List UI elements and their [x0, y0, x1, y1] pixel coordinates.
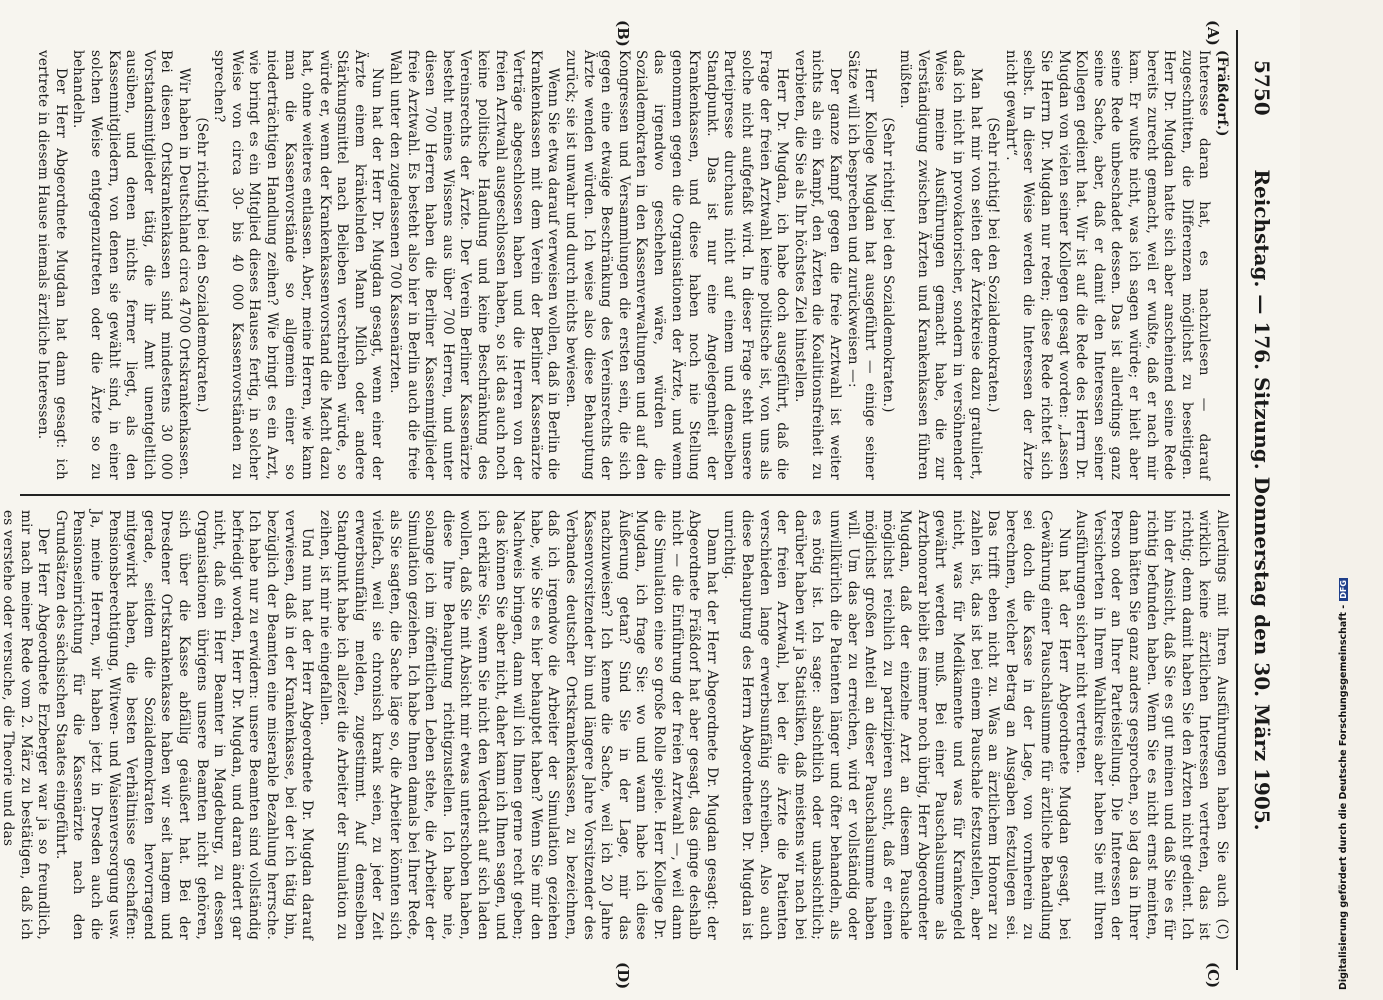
margin-mark-b: (B) [614, 20, 632, 47]
page-number: 5750 [1250, 60, 1274, 116]
paragraph: Und nun hat der Herr Abgeordnete Dr. Mugdan darauf verwiesen, daß in der Krankenkasse, bei der ich tätig bin, bezüglich der Beamten eine miserable Bezahlung herrsche. Ich habe nur zu erwidern: unsere Beamten sind vollständig befriedigt worden, Herr Dr. Mugdan, und daran ändert gar nicht, daß ein Herr Beamter in Magdeburg, zu dessen Organisationen übrigens unsere Beamten nicht gehören, sich über die Kasse abfällig geäußert hat. Bei der Dresdener Ortskrankenkasse haben wir seit langem und gerade, seitdem die Sozialdemokraten hervorragend mitgewirkt haben, die besten Verhältnisse geschaffen: Pensionsberechtigung, Witwen- und Waisenversorgung usw. Ja, meine Herren, wir haben jetzt in Dresden auch die Pensionseinrichtung für die Kassenärzte nach den Grundsätzen des sächsischen Staates eingeführt. [52, 510, 316, 940]
speaker-name: (Fräßdorf.) [1214, 50, 1230, 137]
left-text-column [34, 50, 1230, 480]
dfg-logo: DFG [1339, 580, 1348, 599]
paragraph: Nun hat der Herr Dr. Mugdan gesagt, wenn einer der Ärzte einem kränkelnden Mann Milch oder andere Stärkungsmittel nach Belieben verschreiben würde, so würde er, wenn der Krankenkassenvorstand die Macht dazu hat, ohne weiteres entlassen. Aber, meine Herren, wie kann man die Kassenvorstände so allgemein einer so niederträchtigen Handlung zeihen? Wie bringt es ein Arzt, wie bringt es ein Mitglied dieses Hauses fertig, in solcher Weise von circa 30- bis 40 000 Kassenvorständen zu sprechen? [211, 50, 386, 480]
header-rule [1236, 30, 1238, 970]
credit-text: Digitalisierung gefördert durch die Deutsche Forschungsgemeinschaft - [1338, 604, 1349, 990]
paragraph: Der Herr Abgeordnete Mugdan hat dann gesagt: ich vertrete in diesem Hause niemals ärztliche Interessen. [35, 50, 69, 480]
interjection: (Sehr richtig! bei den Sozialdemokraten.) [879, 117, 896, 413]
paragraph: Allerdings mit Ihren Ausführungen haben Sie auch (C) wirklich keine ärztlichen Interessen vertreten, das ist richtig; denn damit haben Sie den Ärzten nicht gedient. Ich bin der Ansicht, daß Sie es gut meinen und daß Sie es für richtig befunden haben. Wenn Sie es nicht ernst meinten, dann hätten Sie ganz anders gesprochen, so lag das in Ihrer Person oder an Ihrer Parteistellung. Die Interessen der Versicherten in Ihrem Wahlkreis aber haben Sie mit Ihren Ausführungen sicher nicht vertreten. [1073, 510, 1230, 940]
margin-mark-a: (A) [1204, 20, 1222, 46]
paragraph: Interesse daran hat, es nachzulesen — darauf zugeschnitten, die Differenzen möglichst zu beseitigen. Herr Dr. Mugdan hatte sich aber anscheinend seine Rede bereits zurecht gemacht, weil er wußte, daß er nach mir kam. Er wußte nicht, was ich sagen würde; er hielt aber seine Rede unbeschadet dessen. Das ist allerdings ganz seine Sache, aber, daß er damit den Interessen seiner Kollegen gedient hat. Wir ist auf die Rede des Herrn Dr. Mugdan von vielen seiner Kollegen gesagt worden: „Lassen Sie Herrn Dr. Mugdan nur reden; diese Rede richtet sich selbst. In dieser Weise werden die Interessen der Ärzte nicht gewahrt“. [1002, 50, 1213, 480]
paragraph: Man hat mir von seiten der Ärztekreise dazu gratuliert, daß ich nicht in provokatorischer, sondern in versöhnender Weise meine Ausführungen gemacht habe, die zur Verständigung zwischen Ärzten und Krankenkassen führen müßten. [897, 50, 984, 480]
running-title: Reichstag. — 176. Sitzung. Donnerstag den 30. März 1905. [1250, 169, 1274, 831]
page-header [1240, 40, 1280, 960]
paragraph: Herr Dr. Mugdan, ich habe doch ausgeführt, daß die Frage der freien Arztwahl keine politische ist, von uns als solche nicht aufgefaßt wird. In dieser Frage steht unsere Parteipresse durchaus nicht auf einem und demselben Standpunkt. Das ist nur eine Angelegenheit der Krankenkassen, und diese haben noch nie Stellung genommen gegen die Organisationen der Ärzte, und wenn das irgendwo geschehen wäre, würden die Sozialdemokraten in den Kassenverwaltungen und auf den Kongressen und Versammlungen die ersten sein, die sich gegen eine etwaige Beschränkung des Vereinsrechts der Ärzte wenden würden. Ich weise also diese Behauptung zurück; sie ist unwahr und durch nichts bewiesen. [563, 50, 791, 480]
paragraph: Dann hat der Herr Abgeordnete Dr. Mugdan gesagt: der Abgeordnete Fräßdorf hat aber gesagt, das gingе deshalb nicht — die Einführung der freien Arztwahl —, weil dann die Simulation eine so große Rolle spiele. Herr Kollege Dr. Mugdan, ich frage Sie: wo und wann habe ich diese Äußerung getan? Sind Sie in der Lage, mir das nachzuweisen? Ich kenne die Sache, weil ich 20 Jahre Kassenvorsitzender bin und längere Jahre Vorsitzender des Verbandes deutscher Ortskrankenkassen, zu bezeichnen, daß ich irgendwo die Arbeiter der Simulation geziehen habe, wie Sie es hier behauptet haben? Wenn Sie mir den Nachweis bringen, dann will ich Ihnen gerne recht geben; das können Sie aber nicht, daher kann ich Ihnen sagen, und ich erkläre Sie, wenn Sie nicht den Verdacht auf sich laden wollen, daß Sie mit Absicht mir etwas unterschoben haben, diese Ihre Behauptung richtigzustellen. Ich habe nie, solange ich im öffentlichen Leben stehe, die Arbeiter der Simulation geziehen. Ich habe Ihnen damals bei Ihrer Rede, als Sie sagten, die Sache läge so, die Arbeiter könnten sich vielfach, weil sie chronisch krank seien, zu jeder Zeit erwerbsunfähig melden, zugestimmt. Auf demselben Standpunkt habe ich allezeit die Arbeiter der Simulation zu zeihen, ist mir nie eingefallen. [316, 510, 720, 940]
digitization-credit [1338, 580, 1352, 990]
interjection: (Sehr richtig! bei den Sozialdemokraten.) [193, 117, 210, 413]
right-text-column [0, 510, 1230, 940]
interjection: (Sehr richtig! bei den Sozialdemokraten.) [985, 117, 1002, 413]
paragraph: Der ganze Kampf gegen die freie Arztwahl ist weiter nichts als ein Kampf, den Ärzten die Koalitionsfreiheit zu verbieten, die Sie als Ihr höchstes Ziel hinstellen. [791, 50, 843, 480]
paragraph: Nun hat der Herr Abgeordnete Mugdan gesagt, bei Gewährung einer Pauschalsumme für ärztliche Behandlung sei doch die Kasse in der Lage, von vornherein zu berechnen, welcher Betrag an Ausgaben festzulegen sei. Das trifft eben nicht zu. Was an ärztlichem Honorar zu zahlen ist, das ist bei einem Pauschale festzustellen, aber nicht, was für Medikamente und was für Krankengeld gewährt werden muß. Bei einer Pauschalsumme als Arzthonorar bleibt es immer noch übrig, Herr Abgeordneter Mugdan, daß der einzelne Arzt an diesem Pauschale möglichst reichlich zu partizipieren sucht, daß er einen möglichst großen Anteil an dieser Pauschalsumme haben will. Um das aber zu erreichen, wird er vollständig oder unwillkürlich die Patienten länger und öfter behandeln, als es nötig ist. Ich sage: absichtlich oder unabsichtlich; darüber haben wir ja Statistiken, daß meistens wir nach bei der freien Arztwahl, bei der die Ärzte die Patienten verschieden lange erwerbsunfähig schreiben. Also auch diese Behauptung des Herrn Abgeordneten Dr. Mugdan ist unrichtig. [721, 510, 1072, 940]
margin-mark-c: (C) [1204, 962, 1222, 989]
paragraph: Herr Kollege Mugdan hat ausgeführt — einige seiner Sätze will ich besprechen und zurückweisen —: [844, 50, 879, 480]
margin-mark-d: (D) [614, 962, 632, 990]
paragraph: Wenn Sie etwa darauf verweisen wollen, daß in Berlin die Krankenkassen mit dem Verein der Berliner Kassenärzte Verträge abgeschlossen haben und die Herren von der freien Arztwahl ausgeschlossen haben, so ist das auch noch keine politische Handlung und keine Beschränkung des Vereinsrechts der Ärzte. Der Verein Berliner Kassenärzte besteht meines Wissens aus über 700 Herren, und unter diesen 700 Herren haben die Berliner Kassenmitglieder freie Arztwahl. Es besteht also hier in Berlin auch die freie Wahl unter den zugelassenen 700 Kassenärzten. [387, 50, 562, 480]
column-rule [20, 494, 1230, 496]
paragraph: Wir haben in Deutschland circa 4700 Ortskrankenkassen. Bei diesen Ortskrankenkassen sind mindestens 30 000 Vorstandsmitglieder tätig, die ihr Amt unentgeltlich ausüben, und denen nichts ferner liegt, als den Kassenmitgliedern, von denen sie gewählt sind, in einer solchen Weise entgegenzutreten oder die Ärzte so zu behandeln. [70, 50, 192, 480]
paragraph: Der Herr Abgeordnete Erzberger war ja so freundlich, mir nach meiner Rede vom 2. März zu bestätigen, daß ich es verstehe oder versuche, die Theorie und das [0, 510, 52, 940]
